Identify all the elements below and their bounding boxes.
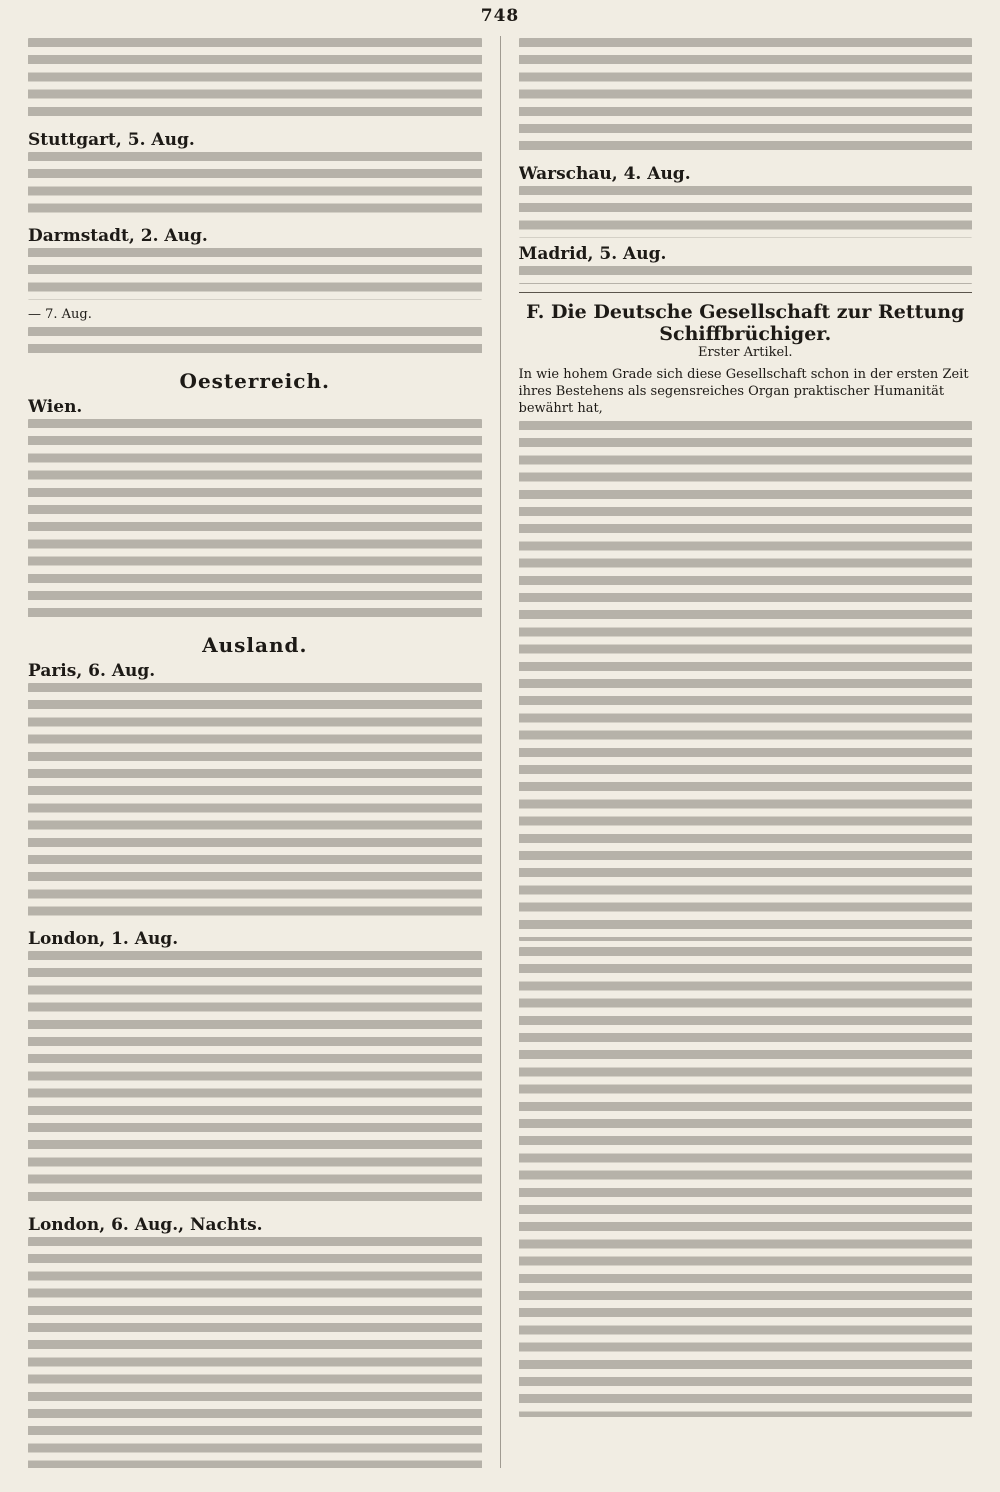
- dateline-london-1: London, 1. Aug.: [28, 929, 179, 949]
- text-block: [28, 38, 482, 124]
- text-block: [519, 186, 973, 238]
- article-lead: In wie hohem Grade sich diese Gesellschaft schon in der ersten Zeit ihres Bestehens als segensreiches Organ praktischer Humanität bewährt hat,: [518, 367, 969, 416]
- dateline-darmstadt-followup: — 7. Aug.: [28, 307, 92, 322]
- dateline-stuttgart: Stuttgart, 5. Aug.: [28, 130, 195, 150]
- dateline-warschau: Warschau, 4. Aug.: [518, 164, 691, 184]
- article-title: [519, 301, 973, 345]
- article-marker: F.: [526, 301, 545, 323]
- page-number: 748: [480, 6, 520, 26]
- two-column-layout: [28, 36, 972, 1468]
- text-block: [28, 327, 482, 361]
- text-block: [519, 38, 973, 158]
- text-block: [519, 266, 973, 284]
- dateline-wien: Wien.: [28, 397, 83, 417]
- text-block: [28, 419, 482, 625]
- text-block: [28, 683, 482, 923]
- left-column: [28, 36, 482, 1468]
- dateline-darmstadt: Darmstadt, 2. Aug.: [28, 226, 208, 246]
- right-column: [519, 36, 973, 1468]
- text-block: [28, 152, 482, 220]
- text-block: [519, 421, 973, 941]
- text-block: [28, 1237, 482, 1468]
- dateline-london-2: London, 6. Aug., Nachts.: [28, 1215, 263, 1235]
- column-divider: [500, 36, 501, 1468]
- text-block: [28, 248, 482, 300]
- section-heading-ausland: Ausland.: [202, 633, 308, 657]
- text-block: [519, 947, 973, 1417]
- dateline-paris: Paris, 6. Aug.: [28, 661, 156, 681]
- article-subtitle: Erster Artikel.: [698, 345, 793, 360]
- dateline-madrid: Madrid, 5. Aug.: [518, 244, 667, 264]
- text-block: [28, 951, 482, 1209]
- horizontal-rule: [519, 292, 973, 293]
- article-title-text: Die Deutsche Gesellschaft zur Rettung Schiffbrüchiger.: [550, 301, 965, 345]
- section-heading-oesterreich: Oesterreich.: [179, 369, 330, 393]
